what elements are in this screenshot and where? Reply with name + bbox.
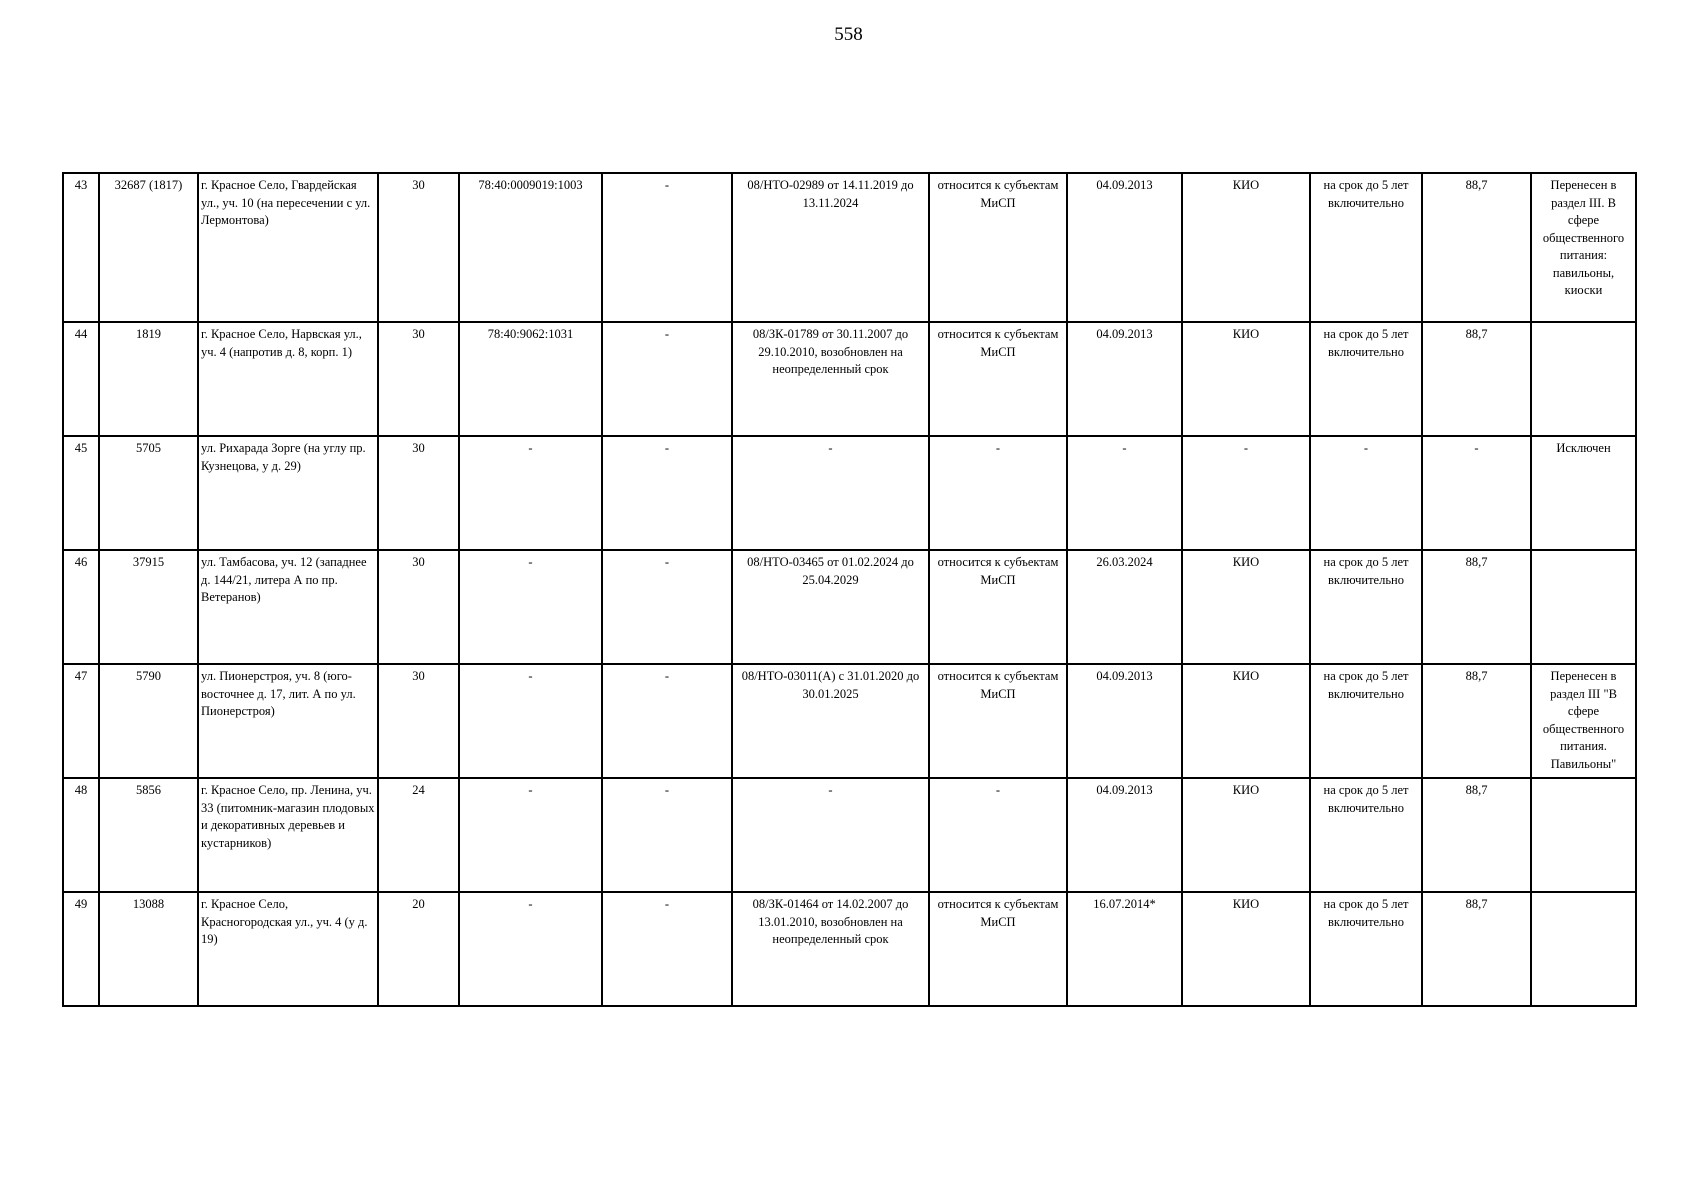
- date-cell: -: [1067, 436, 1182, 550]
- agency-cell: КИО: [1182, 322, 1310, 436]
- term-cell: на срок до 5 лет включительно: [1310, 778, 1422, 892]
- area-cell: 30: [378, 436, 459, 550]
- term-cell: на срок до 5 лет включительно: [1310, 173, 1422, 322]
- registry-table: [62, 172, 1637, 1007]
- term-cell: на срок до 5 лет включительно: [1310, 664, 1422, 778]
- category-cell: -: [929, 778, 1067, 892]
- column-6-cell: -: [602, 778, 732, 892]
- object-code-cell: 5856: [99, 778, 198, 892]
- note-cell: Перенесен в раздел III "В сфере общественного питания. Павильоны": [1531, 664, 1636, 778]
- date-cell: 04.09.2013: [1067, 778, 1182, 892]
- term-cell: -: [1310, 436, 1422, 550]
- agency-cell: КИО: [1182, 550, 1310, 664]
- contract-cell: -: [732, 436, 929, 550]
- category-cell: относится к субъектам МиСП: [929, 173, 1067, 322]
- contract-cell: 08/НТО-03011(А) с 31.01.2020 до 30.01.2025: [732, 664, 929, 778]
- row-number-cell: 46: [63, 550, 99, 664]
- term-cell: на срок до 5 лет включительно: [1310, 892, 1422, 1006]
- object-code-cell: 5790: [99, 664, 198, 778]
- contract-cell: 08/НТО-02989 от 14.11.2019 до 13.11.2024: [732, 173, 929, 322]
- contract-cell: -: [732, 778, 929, 892]
- table-row: [63, 892, 1636, 1006]
- cadastral-number-cell: -: [459, 550, 602, 664]
- table-row: [63, 322, 1636, 436]
- percent-cell: 88,7: [1422, 550, 1531, 664]
- area-cell: 30: [378, 173, 459, 322]
- percent-cell: 88,7: [1422, 892, 1531, 1006]
- row-number-cell: 45: [63, 436, 99, 550]
- date-cell: 16.07.2014*: [1067, 892, 1182, 1006]
- note-cell: Перенесен в раздел III. В сфере общественного питания: павильоны, киоски: [1531, 173, 1636, 322]
- area-cell: 30: [378, 664, 459, 778]
- contract-cell: 08/ЗК-01789 от 30.11.2007 до 29.10.2010, возобновлен на неопределенный срок: [732, 322, 929, 436]
- table-row: [63, 173, 1636, 322]
- date-cell: 26.03.2024: [1067, 550, 1182, 664]
- note-cell: [1531, 892, 1636, 1006]
- term-cell: на срок до 5 лет включительно: [1310, 550, 1422, 664]
- address-cell: г. Красное Село, Нарвская ул., уч. 4 (напротив д. 8, корп. 1): [198, 322, 378, 436]
- column-6-cell: -: [602, 550, 732, 664]
- row-number-cell: 48: [63, 778, 99, 892]
- date-cell: 04.09.2013: [1067, 664, 1182, 778]
- table-row: [63, 436, 1636, 550]
- percent-cell: 88,7: [1422, 664, 1531, 778]
- cadastral-number-cell: -: [459, 778, 602, 892]
- object-code-cell: 5705: [99, 436, 198, 550]
- area-cell: 24: [378, 778, 459, 892]
- row-number-cell: 47: [63, 664, 99, 778]
- object-code-cell: 37915: [99, 550, 198, 664]
- table-row: [63, 550, 1636, 664]
- agency-cell: -: [1182, 436, 1310, 550]
- contract-cell: 08/ЗК-01464 от 14.02.2007 до 13.01.2010, возобновлен на неопределенный срок: [732, 892, 929, 1006]
- agency-cell: КИО: [1182, 892, 1310, 1006]
- category-cell: относится к субъектам МиСП: [929, 550, 1067, 664]
- address-cell: ул. Рихарада Зорге (на углу пр. Кузнецова, у д. 29): [198, 436, 378, 550]
- cadastral-number-cell: 78:40:9062:1031: [459, 322, 602, 436]
- note-cell: [1531, 550, 1636, 664]
- date-cell: 04.09.2013: [1067, 173, 1182, 322]
- table-row: [63, 778, 1636, 892]
- category-cell: относится к субъектам МиСП: [929, 892, 1067, 1006]
- area-cell: 30: [378, 322, 459, 436]
- agency-cell: КИО: [1182, 173, 1310, 322]
- address-cell: ул. Пионерстроя, уч. 8 (юго-восточнее д. 17, лит. А по ул. Пионерстроя): [198, 664, 378, 778]
- category-cell: относится к субъектам МиСП: [929, 664, 1067, 778]
- percent-cell: 88,7: [1422, 322, 1531, 436]
- note-cell: Исключен: [1531, 436, 1636, 550]
- table-row: [63, 664, 1636, 778]
- cadastral-number-cell: -: [459, 664, 602, 778]
- object-code-cell: 13088: [99, 892, 198, 1006]
- agency-cell: КИО: [1182, 664, 1310, 778]
- row-number-cell: 44: [63, 322, 99, 436]
- object-code-cell: 32687 (1817): [99, 173, 198, 322]
- address-cell: г. Красное Село, Красногородская ул., уч. 4 (у д. 19): [198, 892, 378, 1006]
- row-number-cell: 43: [63, 173, 99, 322]
- address-cell: г. Красное Село, Гвардейская ул., уч. 10 (на пересечении с ул. Лермонтова): [198, 173, 378, 322]
- column-6-cell: -: [602, 436, 732, 550]
- address-cell: ул. Тамбасова, уч. 12 (западнее д. 144/21, литера А по пр. Ветеранов): [198, 550, 378, 664]
- category-cell: -: [929, 436, 1067, 550]
- column-6-cell: -: [602, 173, 732, 322]
- percent-cell: -: [1422, 436, 1531, 550]
- object-code-cell: 1819: [99, 322, 198, 436]
- category-cell: относится к субъектам МиСП: [929, 322, 1067, 436]
- date-cell: 04.09.2013: [1067, 322, 1182, 436]
- address-cell: г. Красное Село, пр. Ленина, уч. 33 (питомник-магазин плодовых и декоративных деревьев и кустарников): [198, 778, 378, 892]
- agency-cell: КИО: [1182, 778, 1310, 892]
- contract-cell: 08/НТО-03465 от 01.02.2024 до 25.04.2029: [732, 550, 929, 664]
- row-number-cell: 49: [63, 892, 99, 1006]
- note-cell: [1531, 778, 1636, 892]
- area-cell: 30: [378, 550, 459, 664]
- note-cell: [1531, 322, 1636, 436]
- cadastral-number-cell: -: [459, 436, 602, 550]
- percent-cell: 88,7: [1422, 173, 1531, 322]
- term-cell: на срок до 5 лет включительно: [1310, 322, 1422, 436]
- column-6-cell: -: [602, 322, 732, 436]
- page-number: 558: [834, 24, 863, 45]
- cadastral-number-cell: -: [459, 892, 602, 1006]
- column-6-cell: -: [602, 892, 732, 1006]
- area-cell: 20: [378, 892, 459, 1006]
- percent-cell: 88,7: [1422, 778, 1531, 892]
- column-6-cell: -: [602, 664, 732, 778]
- cadastral-number-cell: 78:40:0009019:1003: [459, 173, 602, 322]
